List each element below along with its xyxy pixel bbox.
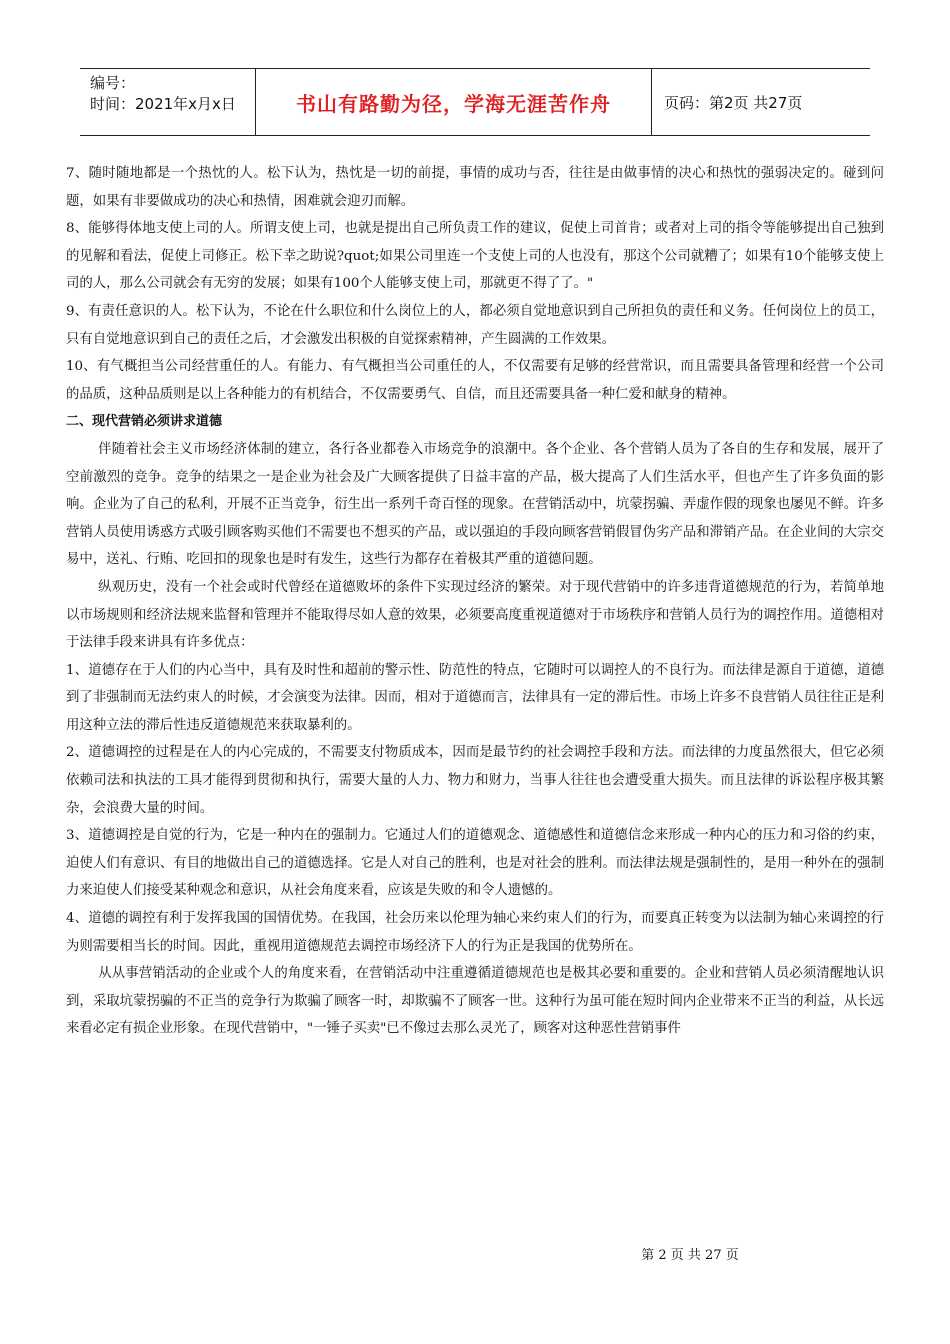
point-4: 4、道德的调控有利于发挥我国的国情优势。在我国，社会历来以伦理为轴心来约束人们的行为，而要真正转变为以法制为轴心来调控的行为则需要相当长的时间。因此，重视用道德规范去调控市场经济下人的行为正是我国的优势所在。 (66, 911, 884, 954)
paragraph-8: 8、能够得体地支使上司的人。所谓支使上司，也就是提出自己所负责工作的建议，促使上司首肯；或者对上司的指令等能够提出自己独到的见解和看法，促使上司修正。松下幸之助说?quot;如果公司里连一个支使上司的人也没有，那这个公司就糟了；如果有10个能够支使上司的人，那么公司就会有无穷的发展；如果有100个人能够支使上司，那就更不得了了。" (66, 221, 884, 292)
number-label: 编号： (90, 74, 136, 92)
paragraph-7: 7、随时随地都是一个热忱的人。松下认为，热忱是一切的前提，事情的成功与否，往往是由做事情的决心和热忱的强弱决定的。碰到问题，如果有非要做成功的决心和热情，困难就会迎刃而解。 (66, 166, 884, 209)
date-label: 时间：2021年x月x日 (90, 95, 236, 113)
section-paragraph-2: 纵观历史，没有一个社会或时代曾经在道德败坏的条件下实现过经济的繁荣。对于现代营销中的许多违背道德规范的行为，若简单地以市场规则和经济法规来监督和管理并不能取得尽如人意的效果，必须要高度重视道德对于市场秩序和营销人员行为的调控作用。道德相对于法律手段来讲具有许多优点： (66, 579, 884, 651)
header-meta (80, 69, 256, 135)
point-3: 3、道德调控是自觉的行为，它是一种内在的强制力。它通过人们的道德观念、道德感性和道德信念来形成一种内心的压力和习俗的约束，迫使人们有意识、有目的地做出自己的道德选择。它是人对自己的胜利，也是对社会的胜利。而法律法规是强制性的，是用一种外在的强制力来迫使人们接受某种观念和意识，从社会角度来看，应该是失败的和令人遗憾的。 (66, 828, 884, 899)
document-body (66, 160, 884, 1043)
page-footer: 第 2 页 共 27 页 (641, 1248, 739, 1263)
header-motto: 书山有路勤为径，学海无涯苦作舟 (256, 69, 652, 135)
paragraph-10: 10、有气概担当公司经营重任的人。有能力、有气概担当公司重任的人，不仅需要有足够的经营常识，而且需要具备管理和经营一个公司的品质，这种品质则是以上各种能力的有机结合，不仅需要勇气、自信，而且还需要具备一种仁爱和献身的精神。 (66, 359, 884, 402)
point-1: 1、道德存在于人们的内心当中，具有及时性和超前的警示性、防范性的特点，它随时可以调控人的不良行为。而法律是源自于道德，道德到了非强制而无法约束人的时候，才会演变为法律。因而，相对于道德而言，法律具有一定的滞后性。市场上许多不良营销人员往往正是利用这种立法的滞后性违反道德规范来获取暴利的。 (66, 662, 884, 733)
page-header (80, 68, 870, 136)
section-paragraph-1: 伴随着社会主义市场经济体制的建立，各行各业都卷入市场竞争的浪潮中。各个企业、各个营销人员为了各自的生存和发展，展开了空前激烈的竞争。竞争的结果之一是企业为社会及广大顾客提供了日益丰富的产品，极大提高了人们生活水平，但也产生了许多负面的影响。企业为了自己的私利，开展不正当竞争，衍生出一系列千奇百怪的现象。在营销活动中，坑蒙拐骗、弄虚作假的现象也屡见不鲜。许多营销人员使用诱惑方式吸引顾客购买他们不需要也不想买的产品，或以强迫的手段向顾客营销假冒伪劣产品和滞销产品。在企业间的大宗交易中，送礼、行贿、吃回扣的现象也是时有发生，这些行为都存在着极其严重的道德问题。 (66, 441, 884, 568)
closing-paragraph: 从从事营销活动的企业或个人的角度来看，在营销活动中注重遵循道德规范也是极其必要和重要的。企业和营销人员必须清醒地认识到，采取坑蒙拐骗的不正当的竞争行为欺骗了顾客一时，却欺骗不了顾客一世。这种行为虽可能在短时间内企业带来不正当的利益，从长远来看必定有损企业形象。在现代营销中，"一锤子买卖"已不像过去那么灵光了，顾客对这种恶性营销事件 (66, 966, 884, 1037)
section-heading: 二、现代营销必须讲求道德 (66, 414, 223, 430)
paragraph-9: 9、有责任意识的人。松下认为，不论在什么职位和什么岗位上的人，都必须自觉地意识到自己所担负的责任和义务。任何岗位上的员工，只有自觉地意识到自己的责任之后，才会激发出积极的自觉探索精神，产生圆满的工作效果。 (66, 303, 884, 347)
header-page-info: 页码：第2页 共27页 (664, 93, 803, 112)
point-2: 2、道德调控的过程是在人的内心完成的，不需要支付物质成本，因而是最节约的社会调控手段和方法。而法律的力度虽然很大，但它必须依赖司法和执法的工具才能得到贯彻和执行，需要大量的人力、物力和财力，当事人往往也会遭受重大损失。而且法律的诉讼程序极其繁杂，会浪费大量的时间。 (66, 745, 884, 816)
